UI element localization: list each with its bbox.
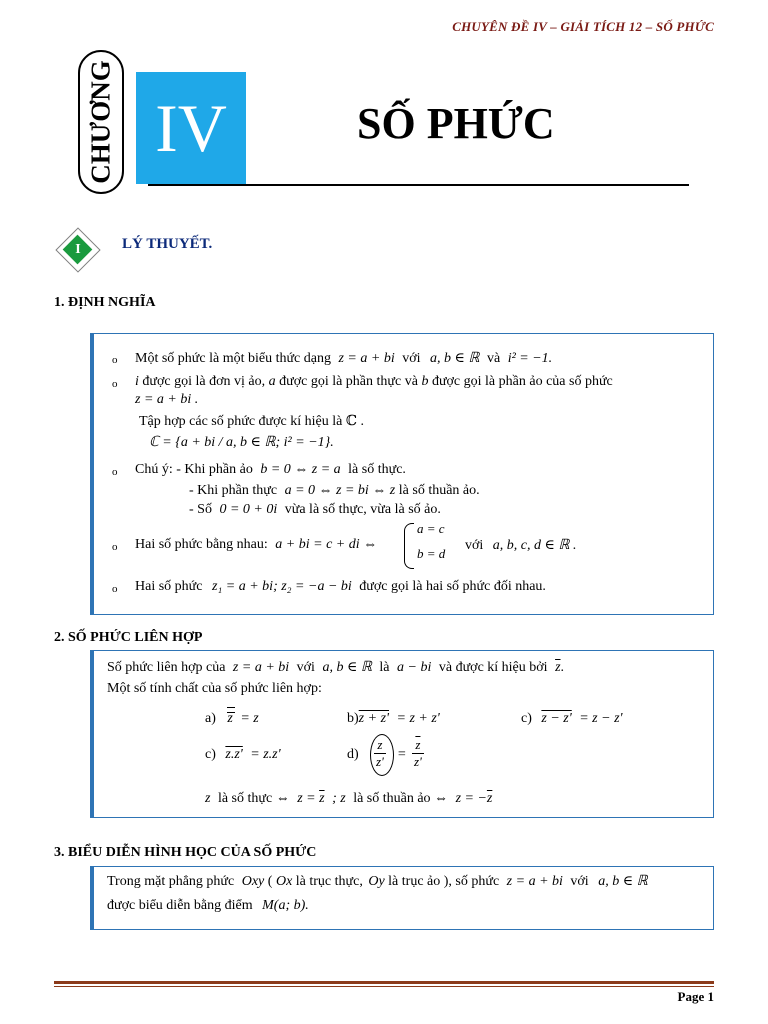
conj-math: z: [227, 711, 233, 726]
conj-text: là số thực ⇔: [217, 791, 290, 806]
conj-text: với: [296, 660, 315, 675]
def-math: a, b, c, d ∈ ℝ .: [492, 538, 577, 553]
conj-line-2: Một số tính chất của số phức liên hợp:: [107, 681, 322, 696]
def-text: và: [486, 351, 501, 366]
def-text: với: [402, 351, 421, 366]
conj-condition-line: [205, 791, 492, 807]
def-line-1: [135, 350, 552, 367]
note-line-1: [135, 462, 406, 478]
running-header: CHUYÊN ĐỀ IV – GIẢI TÍCH 12 – SỐ PHỨC: [452, 19, 714, 34]
bullet-icon: o: [112, 378, 118, 390]
def-text: Hai số phức bằng nhau:: [135, 537, 268, 552]
def-math: i² = −1.: [507, 351, 553, 366]
geometry-heading: 3. BIỂU DIỄN HÌNH HỌC CỦA SỐ PHỨC: [54, 845, 317, 860]
note-line-2: [189, 483, 480, 499]
geom-text: là trục ảo ), số phức: [388, 874, 500, 889]
prop-label: d): [347, 747, 359, 762]
prop-c1: [521, 711, 623, 727]
def-text: được gọi là phần thực và: [279, 374, 418, 389]
prop-c2: [205, 747, 281, 763]
def-line-2: [135, 374, 613, 390]
geom-math: a, b ∈ ℝ: [598, 874, 648, 889]
def-text: với: [465, 538, 484, 553]
def-math: z = a + bi: [338, 351, 395, 366]
chapter-label-box: [78, 50, 124, 194]
def-text: được gọi là hai số phức đối nhau.: [359, 579, 546, 594]
conj-text: là số thuần ảo ⇔: [353, 791, 449, 806]
page-number: Page 1: [677, 989, 714, 1004]
title-underline: [148, 184, 689, 186]
conj-math: = z.z': [250, 747, 281, 762]
conj-math: = z: [240, 711, 259, 726]
frac-numerator: $\overline{z}$: [412, 737, 424, 754]
prop-label: c): [521, 711, 532, 726]
def-math: a + bi = c + di ⇔: [275, 537, 378, 552]
definition-box: [90, 333, 714, 615]
footer-rule-thin: [54, 986, 714, 987]
prop-d-label-wrap: [347, 747, 359, 763]
conjugate-box: [90, 650, 714, 818]
def-text: Hai số phức: [135, 579, 203, 594]
def-text: - Số: [189, 502, 212, 517]
conj-math: $\overline{z}$: [555, 660, 561, 675]
conj-text: Số phức liên hợp của: [107, 660, 226, 675]
conj-math: z + z': [358, 711, 390, 726]
geom-text: với: [570, 874, 589, 889]
def-text: được gọi là phần ảo của số phức: [431, 374, 613, 389]
chapter-label: CHƯƠNG: [85, 60, 116, 184]
geom-text: là trục thực,: [295, 874, 363, 889]
geom-text: Trong mặt phẳng phức: [107, 874, 235, 889]
system-brace: [404, 523, 414, 569]
def-text: là số thuần ảo.: [398, 483, 480, 498]
geom-math: z = a + bi: [506, 874, 563, 889]
definition-heading: 1. ĐỊNH NGHĨA: [54, 295, 156, 310]
def-math: b: [421, 374, 429, 389]
frac-denominator: z': [376, 754, 384, 769]
conj-math: $\overline{z}$: [486, 791, 493, 806]
conj-math: z: [205, 791, 211, 806]
conj-line-1: [107, 659, 564, 676]
geom-math: Ox: [275, 874, 293, 889]
conj-math: z = −: [455, 791, 487, 806]
def-line-2b: z = a + bi .: [135, 392, 199, 407]
opposite-line: [135, 579, 546, 595]
frac-denominator: z': [414, 754, 422, 769]
conj-math: z = a + bi: [232, 660, 290, 675]
conj-math: ; z: [332, 791, 346, 806]
prop-label: c): [205, 747, 216, 762]
conj-math: z.z': [225, 747, 243, 762]
def-text: vừa là số thực, vừa là số ảo.: [284, 502, 441, 517]
def-math: b = 0 ⇔ z = a: [260, 462, 341, 477]
system-eq-1: a = c: [417, 521, 445, 536]
def-text: được gọi là đơn vị ảo,: [142, 374, 266, 389]
conj-math: z − z': [541, 711, 572, 726]
frac-numerator: z: [374, 737, 386, 754]
conjugate-heading: 2. SỐ PHỨC LIÊN HỢP: [54, 630, 203, 645]
geometry-box: [90, 866, 714, 930]
def-text: là số thực.: [348, 462, 406, 477]
def-math: a, b ∈ ℝ: [430, 351, 480, 366]
set-notation-line: Tập hợp các số phức được kí hiệu là ℂ .: [139, 414, 365, 429]
chapter-number-box: [136, 72, 246, 184]
bullet-icon: o: [112, 583, 118, 595]
prop-b: [347, 711, 440, 727]
def-text: Một số phức là một biểu thức dạng: [135, 351, 331, 366]
prop-d-eq: =: [397, 747, 407, 762]
geom-line-2: [107, 898, 309, 914]
conj-text: và được kí hiệu bởi: [438, 660, 548, 675]
chapter-number: IV: [155, 90, 227, 166]
bullet-icon: o: [112, 466, 118, 478]
geom-text: (: [267, 874, 273, 889]
prop-d-rhs-frac: [412, 737, 424, 770]
def-text: Chú ý: - Khi phần ảo: [135, 462, 253, 477]
geom-math: Oxy: [241, 874, 265, 889]
geom-math: M(a; b).: [262, 898, 309, 913]
conj-text: là: [379, 660, 390, 675]
def-math: a = 0 ⇔ z = bi ⇔ z: [284, 483, 396, 498]
set-definition: ℂ = {a + bi / a, b ∈ ℝ; i² = −1}.: [149, 435, 334, 450]
conj-math: a − bi: [397, 660, 432, 675]
prop-label: a): [205, 711, 216, 726]
prop-d-lhs-frac: [374, 737, 386, 770]
prop-a: [205, 711, 259, 727]
section-number: I: [75, 242, 81, 257]
section-diamond-icon: [58, 230, 98, 270]
bullet-icon: o: [112, 541, 118, 553]
conj-math: a, b ∈ ℝ: [322, 660, 372, 675]
prop-label: b): [347, 711, 359, 726]
geom-line-1: [107, 873, 648, 890]
chapter-title: SỐ PHỨC: [357, 99, 555, 148]
def-math: i: [135, 374, 139, 389]
double-conj: [227, 711, 232, 726]
conj-math: = z − z': [579, 711, 623, 726]
conj-math: = z + z': [396, 711, 440, 726]
conj-math: $\overline{z}$: [319, 791, 325, 806]
system-eq-2: b = d: [417, 546, 446, 561]
def-text: - Khi phần thực: [189, 483, 278, 498]
def-math: z₁ = a + bi; z₂ = −a − bi: [211, 579, 352, 594]
period: .: [560, 660, 565, 675]
geom-math: Oy: [368, 874, 385, 889]
note-line-3: [189, 502, 441, 518]
equal-line: [135, 537, 377, 553]
def-math: 0 = 0 + 0i: [219, 502, 278, 517]
geom-text: được biểu diễn bằng điểm: [107, 898, 253, 913]
bullet-icon: o: [112, 354, 118, 366]
footer-rule: [54, 981, 714, 984]
equal-cond: [465, 537, 576, 554]
conj-math: z =: [297, 791, 316, 806]
def-math: a: [268, 374, 276, 389]
section-title: LÝ THUYẾT.: [122, 236, 213, 252]
